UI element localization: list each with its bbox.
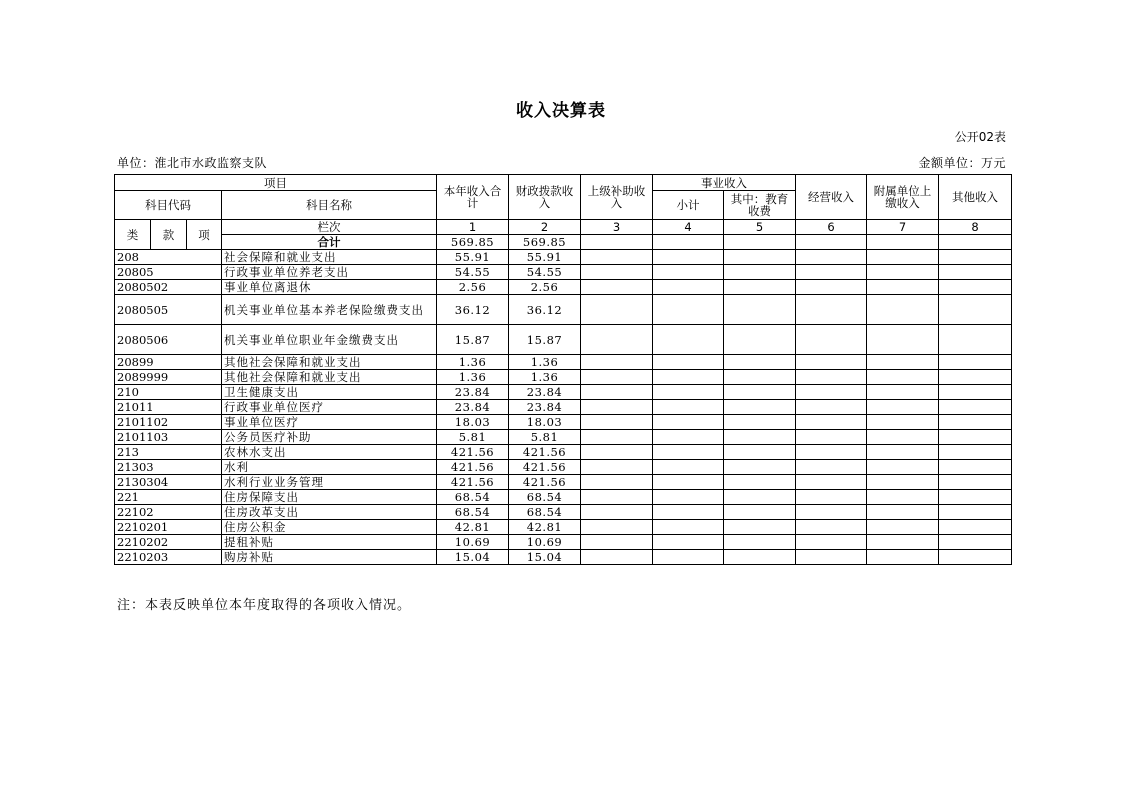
column-number: 2 — [509, 220, 581, 235]
empty-cell — [724, 325, 796, 355]
empty-cell — [796, 505, 867, 520]
total-label: 合计 — [222, 235, 437, 250]
table-row — [115, 385, 1012, 400]
fiscal-allocation-cell: 23.84 — [509, 400, 581, 415]
empty-cell — [796, 295, 867, 325]
subject-name-cell: 提租补贴 — [222, 535, 437, 550]
page-title: 收入决算表 — [516, 101, 606, 121]
subject-code-cell: 2080502 — [115, 280, 222, 295]
fiscal-allocation-cell: 1.36 — [509, 355, 581, 370]
empty-cell — [581, 385, 653, 400]
table-row — [115, 550, 1012, 565]
fiscal-allocation-cell: 36.12 — [509, 295, 581, 325]
empty-cell — [581, 265, 653, 280]
table-row — [115, 250, 1012, 265]
total-income-cell: 55.91 — [437, 250, 509, 265]
empty-cell — [939, 490, 1012, 505]
total-income-cell: 421.56 — [437, 475, 509, 490]
column-number: 5 — [724, 220, 796, 235]
total-income-cell: 68.54 — [437, 505, 509, 520]
empty-cell — [939, 505, 1012, 520]
column-number: 4 — [653, 220, 724, 235]
empty-cell — [724, 295, 796, 325]
table-row — [115, 265, 1012, 280]
empty-cell — [581, 250, 653, 265]
column-number: 8 — [939, 220, 1012, 235]
empty-cell — [939, 235, 1012, 250]
empty-cell — [653, 550, 724, 565]
empty-cell — [796, 400, 867, 415]
empty-cell — [796, 550, 867, 565]
empty-cell — [939, 400, 1012, 415]
empty-cell — [867, 355, 939, 370]
subject-code-cell: 208 — [115, 250, 222, 265]
table-row — [115, 520, 1012, 535]
empty-cell — [724, 400, 796, 415]
empty-cell — [939, 535, 1012, 550]
empty-cell — [796, 535, 867, 550]
empty-cell — [939, 265, 1012, 280]
subject-name-cell: 事业单位离退休 — [222, 280, 437, 295]
totals-row — [115, 235, 1012, 250]
fiscal-allocation-cell: 55.91 — [509, 250, 581, 265]
empty-cell — [724, 505, 796, 520]
total-income-cell: 68.54 — [437, 490, 509, 505]
empty-cell — [867, 490, 939, 505]
empty-cell — [581, 490, 653, 505]
empty-cell — [867, 400, 939, 415]
empty-cell — [867, 295, 939, 325]
header-subject-name: 科目名称 — [222, 191, 437, 220]
total-income-cell: 2.56 — [437, 280, 509, 295]
empty-cell — [724, 280, 796, 295]
empty-cell — [724, 235, 796, 250]
empty-cell — [867, 235, 939, 250]
empty-cell — [867, 550, 939, 565]
header-subject-code: 科目代码 — [115, 191, 222, 220]
subject-code-cell: 2089999 — [115, 370, 222, 385]
total-income-value: 569.85 — [437, 235, 509, 250]
header-total-income: 本年收入合计 — [437, 175, 509, 220]
header-career-subtotal: 小计 — [653, 191, 724, 220]
subject-name-cell: 公务员医疗补助 — [222, 430, 437, 445]
total-income-cell: 10.69 — [437, 535, 509, 550]
empty-cell — [581, 400, 653, 415]
header-row-1 — [115, 175, 1012, 191]
total-fiscal-value: 569.85 — [509, 235, 581, 250]
empty-cell — [724, 490, 796, 505]
header-xiang: 项 — [187, 220, 222, 250]
subject-name-cell: 住房保障支出 — [222, 490, 437, 505]
subject-code-cell: 2210201 — [115, 520, 222, 535]
total-income-cell: 36.12 — [437, 295, 509, 325]
empty-cell — [653, 415, 724, 430]
table-row — [115, 280, 1012, 295]
total-income-cell: 1.36 — [437, 355, 509, 370]
fiscal-allocation-cell: 10.69 — [509, 535, 581, 550]
header-row-lanci — [115, 220, 1012, 235]
subject-code-cell: 2101102 — [115, 415, 222, 430]
empty-cell — [653, 250, 724, 265]
empty-cell — [796, 250, 867, 265]
income-report-table — [114, 174, 1012, 565]
empty-cell — [867, 265, 939, 280]
empty-cell — [796, 415, 867, 430]
total-income-cell: 42.81 — [437, 520, 509, 535]
empty-cell — [724, 430, 796, 445]
subject-code-cell: 21303 — [115, 460, 222, 475]
empty-cell — [939, 385, 1012, 400]
empty-cell — [939, 370, 1012, 385]
empty-cell — [796, 235, 867, 250]
header-fiscal-allocation: 财政拨款收入 — [509, 175, 581, 220]
empty-cell — [939, 295, 1012, 325]
empty-cell — [867, 535, 939, 550]
table-row — [115, 490, 1012, 505]
empty-cell — [581, 415, 653, 430]
empty-cell — [653, 370, 724, 385]
empty-cell — [581, 445, 653, 460]
total-income-cell: 18.03 — [437, 415, 509, 430]
subject-code-cell: 2130304 — [115, 475, 222, 490]
table-row — [115, 505, 1012, 520]
column-number: 3 — [581, 220, 653, 235]
empty-cell — [796, 490, 867, 505]
fiscal-allocation-cell: 68.54 — [509, 505, 581, 520]
header-kuan: 款 — [151, 220, 187, 250]
empty-cell — [581, 370, 653, 385]
empty-cell — [867, 445, 939, 460]
header-superior-subsidy: 上级补助收入 — [581, 175, 653, 220]
footnote: 注：本表反映单位本年度取得的各项收入情况。 — [117, 598, 412, 613]
subject-code-cell: 20899 — [115, 355, 222, 370]
fiscal-allocation-cell: 2.56 — [509, 280, 581, 295]
fiscal-allocation-cell: 23.84 — [509, 385, 581, 400]
subject-name-cell: 事业单位医疗 — [222, 415, 437, 430]
subject-code-cell: 22102 — [115, 505, 222, 520]
empty-cell — [796, 475, 867, 490]
empty-cell — [796, 265, 867, 280]
subject-name-cell: 其他社会保障和就业支出 — [222, 355, 437, 370]
empty-cell — [796, 370, 867, 385]
table-row — [115, 475, 1012, 490]
subject-name-cell: 住房改革支出 — [222, 505, 437, 520]
empty-cell — [653, 535, 724, 550]
empty-cell — [867, 430, 939, 445]
column-number: 1 — [437, 220, 509, 235]
header-lanci: 栏次 — [222, 220, 437, 235]
subject-code-cell: 213 — [115, 445, 222, 460]
empty-cell — [796, 385, 867, 400]
reporting-unit: 单位：淮北市水政监察支队 — [117, 156, 268, 170]
empty-cell — [724, 475, 796, 490]
fiscal-allocation-cell: 42.81 — [509, 520, 581, 535]
fiscal-allocation-cell: 1.36 — [509, 370, 581, 385]
table-row — [115, 430, 1012, 445]
empty-cell — [581, 235, 653, 250]
total-income-cell: 15.87 — [437, 325, 509, 355]
empty-cell — [796, 445, 867, 460]
header-project: 项目 — [115, 175, 437, 191]
empty-cell — [867, 370, 939, 385]
empty-cell — [867, 280, 939, 295]
subject-name-cell: 机关事业单位职业年金缴费支出 — [222, 325, 437, 355]
empty-cell — [724, 355, 796, 370]
header-education-fee: 其中：教育收费 — [724, 191, 796, 220]
subject-name-cell: 行政事业单位养老支出 — [222, 265, 437, 280]
empty-cell — [653, 505, 724, 520]
empty-cell — [867, 385, 939, 400]
empty-cell — [653, 475, 724, 490]
empty-cell — [581, 280, 653, 295]
subject-code-cell: 2101103 — [115, 430, 222, 445]
fiscal-allocation-cell: 5.81 — [509, 430, 581, 445]
empty-cell — [581, 355, 653, 370]
total-income-cell: 54.55 — [437, 265, 509, 280]
total-income-cell: 23.84 — [437, 400, 509, 415]
empty-cell — [939, 430, 1012, 445]
subject-name-cell: 购房补贴 — [222, 550, 437, 565]
empty-cell — [653, 490, 724, 505]
fiscal-allocation-cell: 18.03 — [509, 415, 581, 430]
empty-cell — [581, 430, 653, 445]
empty-cell — [939, 280, 1012, 295]
total-income-cell: 23.84 — [437, 385, 509, 400]
empty-cell — [653, 385, 724, 400]
empty-cell — [724, 415, 796, 430]
total-income-cell: 5.81 — [437, 430, 509, 445]
empty-cell — [796, 520, 867, 535]
empty-cell — [867, 325, 939, 355]
fiscal-allocation-cell: 421.56 — [509, 475, 581, 490]
empty-cell — [939, 460, 1012, 475]
empty-cell — [724, 250, 796, 265]
table-row — [115, 295, 1012, 325]
table-row — [115, 400, 1012, 415]
empty-cell — [939, 520, 1012, 535]
fiscal-allocation-cell: 15.04 — [509, 550, 581, 565]
table-row — [115, 460, 1012, 475]
empty-cell — [796, 325, 867, 355]
subject-name-cell: 水利 — [222, 460, 437, 475]
empty-cell — [581, 460, 653, 475]
total-income-cell: 421.56 — [437, 445, 509, 460]
table-row — [115, 535, 1012, 550]
empty-cell — [796, 355, 867, 370]
subject-code-cell: 2210203 — [115, 550, 222, 565]
empty-cell — [724, 370, 796, 385]
empty-cell — [581, 475, 653, 490]
empty-cell — [724, 535, 796, 550]
empty-cell — [653, 430, 724, 445]
empty-cell — [653, 460, 724, 475]
empty-cell — [653, 235, 724, 250]
fiscal-allocation-cell: 421.56 — [509, 445, 581, 460]
empty-cell — [796, 430, 867, 445]
total-income-cell: 421.56 — [437, 460, 509, 475]
table-row — [115, 415, 1012, 430]
empty-cell — [653, 325, 724, 355]
empty-cell — [724, 265, 796, 280]
table-row — [115, 370, 1012, 385]
empty-cell — [581, 505, 653, 520]
subject-code-cell: 210 — [115, 385, 222, 400]
subject-name-cell: 行政事业单位医疗 — [222, 400, 437, 415]
empty-cell — [581, 535, 653, 550]
empty-cell — [653, 520, 724, 535]
empty-cell — [581, 295, 653, 325]
header-career-income: 事业收入 — [653, 175, 796, 191]
header-lei: 类 — [115, 220, 151, 250]
total-income-cell: 1.36 — [437, 370, 509, 385]
empty-cell — [867, 460, 939, 475]
header-business-income: 经营收入 — [796, 175, 867, 220]
empty-cell — [653, 445, 724, 460]
amount-unit: 金额单位：万元 — [918, 156, 1006, 170]
subject-code-cell: 20805 — [115, 265, 222, 280]
empty-cell — [653, 280, 724, 295]
empty-cell — [581, 520, 653, 535]
empty-cell — [939, 445, 1012, 460]
subject-name-cell: 其他社会保障和就业支出 — [222, 370, 437, 385]
fiscal-allocation-cell: 15.87 — [509, 325, 581, 355]
subject-name-cell: 水利行业业务管理 — [222, 475, 437, 490]
subject-code-cell: 2210202 — [115, 535, 222, 550]
empty-cell — [724, 445, 796, 460]
total-income-cell: 15.04 — [437, 550, 509, 565]
column-number: 7 — [867, 220, 939, 235]
empty-cell — [867, 520, 939, 535]
subject-code-cell: 21011 — [115, 400, 222, 415]
empty-cell — [653, 400, 724, 415]
empty-cell — [796, 280, 867, 295]
empty-cell — [867, 475, 939, 490]
empty-cell — [867, 415, 939, 430]
column-number: 6 — [796, 220, 867, 235]
empty-cell — [724, 460, 796, 475]
empty-cell — [653, 295, 724, 325]
empty-cell — [867, 505, 939, 520]
table-row — [115, 355, 1012, 370]
empty-cell — [581, 550, 653, 565]
subject-code-cell: 2080505 — [115, 295, 222, 325]
subject-name-cell: 农林水支出 — [222, 445, 437, 460]
empty-cell — [939, 325, 1012, 355]
empty-cell — [867, 250, 939, 265]
fiscal-allocation-cell: 68.54 — [509, 490, 581, 505]
empty-cell — [724, 550, 796, 565]
header-other-income: 其他收入 — [939, 175, 1012, 220]
empty-cell — [939, 250, 1012, 265]
fiscal-allocation-cell: 54.55 — [509, 265, 581, 280]
subject-code-cell: 2080506 — [115, 325, 222, 355]
subject-name-cell: 机关事业单位基本养老保险缴费支出 — [222, 295, 437, 325]
empty-cell — [653, 265, 724, 280]
empty-cell — [796, 460, 867, 475]
empty-cell — [939, 475, 1012, 490]
empty-cell — [939, 550, 1012, 565]
subject-code-cell: 221 — [115, 490, 222, 505]
empty-cell — [724, 520, 796, 535]
empty-cell — [581, 325, 653, 355]
fiscal-allocation-cell: 421.56 — [509, 460, 581, 475]
table-row — [115, 325, 1012, 355]
subject-name-cell: 社会保障和就业支出 — [222, 250, 437, 265]
empty-cell — [939, 355, 1012, 370]
header-affiliate-income: 附属单位上缴收入 — [867, 175, 939, 220]
empty-cell — [724, 385, 796, 400]
table-row — [115, 445, 1012, 460]
subject-name-cell: 卫生健康支出 — [222, 385, 437, 400]
empty-cell — [939, 415, 1012, 430]
form-number: 公开02表 — [954, 130, 1006, 144]
empty-cell — [653, 355, 724, 370]
subject-name-cell: 住房公积金 — [222, 520, 437, 535]
